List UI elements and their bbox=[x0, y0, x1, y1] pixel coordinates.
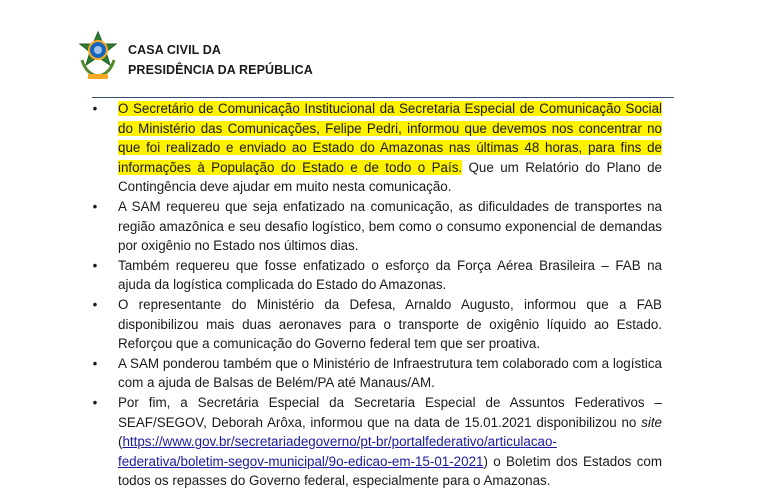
paragraph-text: A SAM ponderou também que o Ministério de Infraestrutura tem colaborado com a logística com a ajuda de Balsas de Belém/PA até Manaus/AM. bbox=[118, 355, 662, 391]
boletim-link[interactable]: https://www.gov.br/secretariadegoverno/pt-br/portalfederativo/articulacao-federativa/boletim-segov-municipal/9o-edicao-em-15-01-2021 bbox=[118, 434, 557, 469]
paragraph-text: Também requereu que fosse enfatizado o esforço da Força Aérea Brasileira – FAB na ajuda da logística complicada do Estado do Amazonas. bbox=[118, 257, 662, 293]
bullet-icon: • bbox=[92, 198, 98, 214]
document-header bbox=[76, 30, 676, 86]
highlighted-text: O Secretário de Comunicação Institucional da Secretaria Especial de Comunicação Social do Ministério das Comunicações, Felipe Pedri, informou que devemos nos concentrar no que foi realizado e enviado ao Estado do Amazonas nas últimas 48 horas, para fins de informações à População do Estado e de todo o País. bbox=[118, 101, 662, 175]
bullet-icon: • bbox=[92, 101, 98, 116]
paragraph-text-end: ) o Boletim dos Estados com todos os repasses do Governo federal, especialmente para o Amazonas. bbox=[118, 453, 662, 489]
paragraph-text: Que um Relatório do Plano de Contingência deve ajudar em muito nesta comunicação. bbox=[118, 159, 662, 195]
bullet-icon: • bbox=[92, 394, 98, 410]
brazil-coat-of-arms-icon bbox=[76, 30, 120, 82]
list-item bbox=[90, 197, 662, 256]
list-item bbox=[90, 99, 662, 197]
list-item bbox=[90, 256, 662, 295]
list-item bbox=[90, 354, 662, 393]
paragraph-text: O representante do Ministério da Defesa, Arnaldo Augusto, informou que a FAB disponibilizou mais duas aeronaves para o transporte de oxigênio líquido ao Estado. Reforçou que a comunicação do Governo federal tem que ser proativa. bbox=[118, 296, 662, 352]
site-word: site bbox=[641, 414, 662, 430]
bullet-icon: • bbox=[92, 296, 98, 312]
bullet-icon: • bbox=[92, 257, 98, 273]
list-item bbox=[90, 295, 662, 354]
paragraph-text: A SAM requereu que seja enfatizado na comunicação, as dificuldades de transportes na região amazônica e seu desafio logístico, bem como o consumo exponencial de demandas por oxigênio no Estado nos últimos dias. bbox=[118, 198, 662, 254]
bullet-icon: • bbox=[92, 355, 98, 371]
bullet-list bbox=[90, 99, 662, 491]
paren-open: ( bbox=[118, 434, 123, 450]
organization-name bbox=[128, 40, 313, 80]
org-line-2: PRESIDÊNCIA DA REPÚBLICA bbox=[128, 63, 313, 77]
paragraph-text: Por fim, a Secretária Especial da Secretaria Especial de Assuntos Federativos – SEAF/SEGOV, Deborah Arôxa, informou que na data de 15.01.2021 disponibilizou no bbox=[118, 394, 662, 430]
org-line-1: CASA CIVIL DA bbox=[128, 43, 221, 57]
header-divider bbox=[92, 97, 674, 98]
list-item bbox=[90, 393, 662, 491]
